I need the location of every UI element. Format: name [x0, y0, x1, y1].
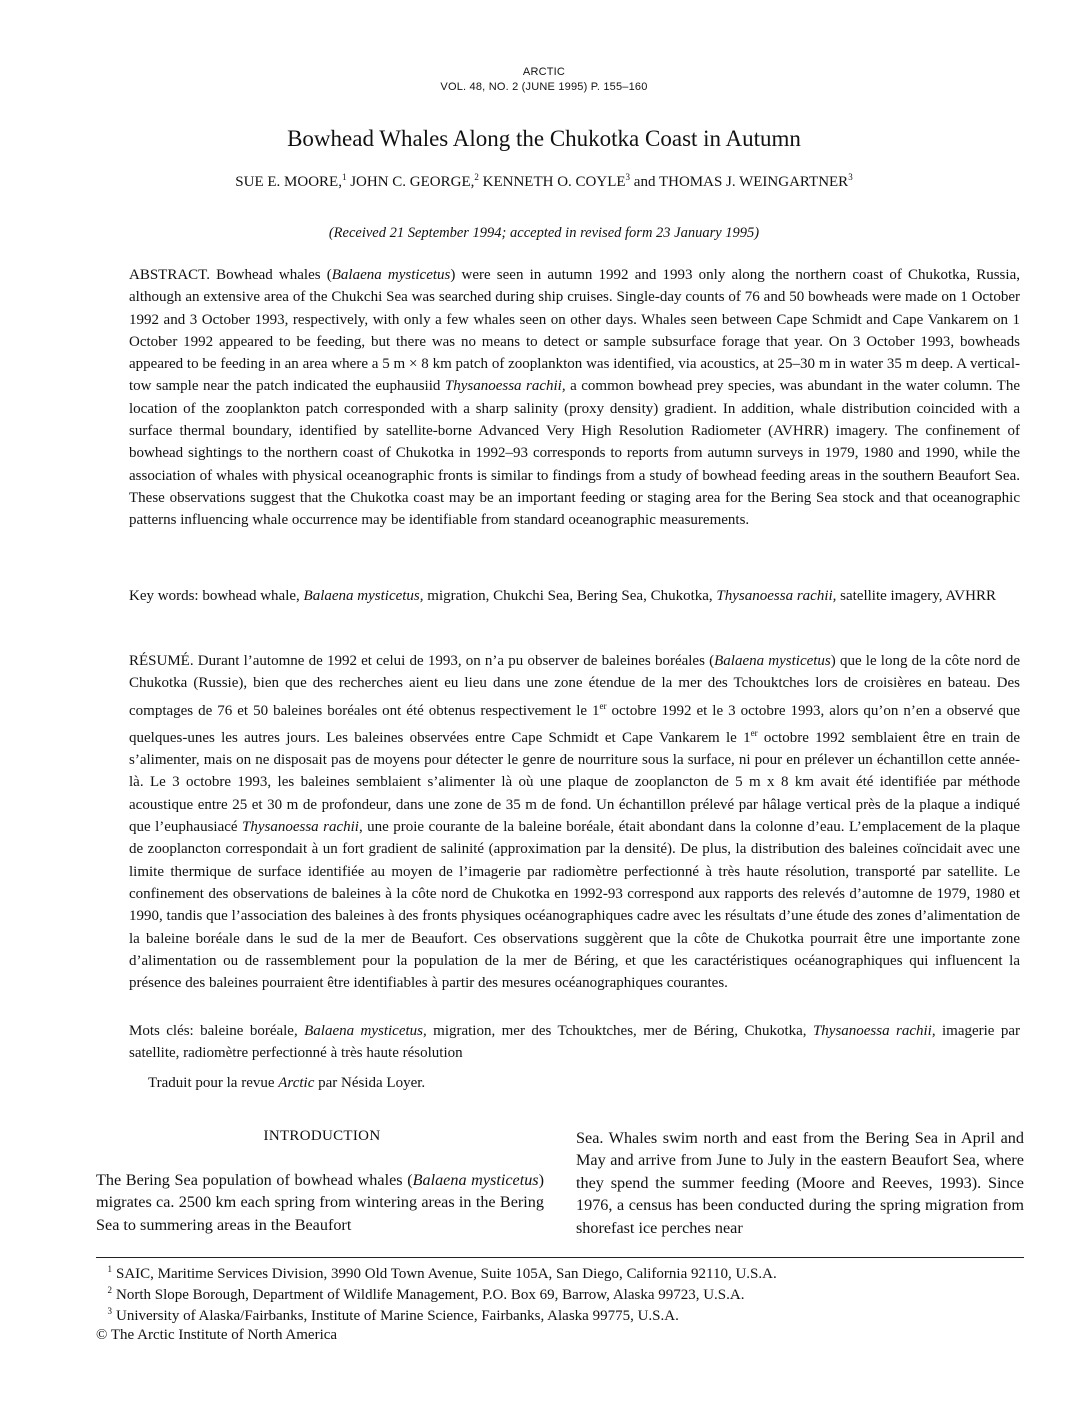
- journal-name-italic: Arctic: [278, 1075, 315, 1091]
- species-name: Thysanoessa rachii: [812, 1023, 932, 1039]
- resume-text: octobre 1992 et le 3 octobre 1993, alors qu’on n’en a observé que quelques-unes les autres jours. Les baleines observées entre Cape Schmidt et Cape Vankarem le 1: [129, 702, 1020, 746]
- affiliation-mark: 3: [625, 172, 631, 182]
- author-name: SUE E. MOORE,: [235, 174, 342, 190]
- footnote-divider: [96, 1257, 1024, 1258]
- footnote-text: SAIC, Maritime Services Division, 3990 Old Town Avenue, Suite 105A, San Diego, California 92110, U.S.A.: [116, 1266, 777, 1282]
- abstract-text: Bowhead whales (: [209, 267, 332, 283]
- resume-text: octobre 1992 semblaient être en train de s’alimenter, mais on ne disposait pas de moyens pour détecter le genre de nourriture sous la surface, ni pour en prélever un échantillon cette année-là. Le 3 octobre 1993, les baleines semblaient s’alimenter là où une plaque de zooplancton de 5 m x 8 km avait été identifiée par méthode acoustique entre 25 et 30 m de profondeur, dans une zone de 35 m de fond. Un échantillon prélevé par hâlage vertical près de la plaque a indiqué que l’euphausiacé: [129, 729, 1020, 836]
- resume-text: ) que le long de la côte nord de Chukotka (Russie), bien que des recherches aient eu lieu dans une zone étendue de la mer des Tchouktches lors de croisières en bateau. Des comptages de 76 et 50 baleines boréales ont été obtenus respectivement le 1: [129, 653, 1020, 719]
- keywords: [129, 585, 1020, 607]
- body-text: The Bering Sea population of bowhead whales (: [96, 1171, 413, 1189]
- species-name: Thysanoessa rachii: [242, 819, 359, 836]
- abstract-text: a common bowhead prey species, was abundant in the water column. The location of the zooplankton patch corresponded with a sharp salinity (proxy density) gradient. In addition, whale distribution coincided with a surface thermal boundary, identified by satellite-borne Advanced Very High Resolution Radiometer (AVHRR) imagery. The confinement of bowhead sightings to the northern coast of Chukotka in 1992–93 corresponds to reports from autumn surveys in 1979, 1980 and 1990, while the association of whales with physical oceanographic fronts is similar to findings from a study of bowhead feeding areas in the southern Beaufort Sea. These observations suggest that the Chukotka coast may be an important feeding or staging area for the Bering Sea stock and that oceanographic patterns influencing whale occurrence may be identifiable from standard oceanographic measurements.: [129, 378, 1020, 529]
- keywords-text: migration, Chukchi Sea, Bering Sea, Chukotka,: [423, 588, 717, 604]
- resume: [129, 650, 1020, 994]
- footnote-number: 1: [107, 1264, 112, 1274]
- species-name: Thysanoessa rachii,: [444, 378, 566, 395]
- author-conjunction: and: [633, 174, 656, 190]
- footnote-number: 3: [107, 1306, 112, 1316]
- abstract-text: ) were seen in autumn 1992 and 1993 only along the northern coast of Chukotka, Russia, although an extensive area of the Chukchi Sea was searched during ship cruises. Single-day counts of 76 and 50 bowheads were made on 1 October 1992 and 3 October 1993, respectively, with only a few whales seen on other days. Whales seen between Cape Schmidt and Cape Vankarem on 1 October 1992 appeared to be feeding, but there was no means to detect or sample subsurface forage that year. On 3 October 1993, bowheads appeared to be feeding in an area where a 5 m × 8 km patch of zooplankton was identified, via acoustics, at 25–30 m in water 35 m deep. A vertical-tow sample near the patch indicated the euphausiid: [129, 267, 1020, 395]
- resume-label: RÉSUMÉ.: [129, 653, 194, 669]
- author-name: JOHN C. GEORGE,: [350, 174, 475, 190]
- species-name: Balaena mysticetus,: [303, 588, 424, 604]
- section-heading-introduction: INTRODUCTION: [263, 1128, 381, 1144]
- translation-text: par Nésida Loyer.: [314, 1075, 426, 1091]
- resume-text: Durant l’automne de 1992 et celui de 1993, on n’a pu observer de baleines boréales (: [193, 653, 715, 669]
- author-name: THOMAS J. WEINGARTNER: [658, 174, 849, 190]
- footnote: [96, 1264, 777, 1283]
- footnote-text: University of Alaska/Fairbanks, Institute of Marine Science, Fairbanks, Alaska 99775, U.S.A.: [116, 1308, 679, 1324]
- footnote: [96, 1306, 679, 1325]
- received-date-line: (Received 21 September 1994; accepted in revised form 23 January 1995): [328, 225, 760, 241]
- author-name: KENNETH O. COYLE: [482, 174, 626, 190]
- article-title: Bowhead Whales Along the Chukotka Coast in Autumn: [287, 126, 801, 151]
- species-name: Thysanoessa rachii,: [716, 588, 837, 604]
- footnote-text: North Slope Borough, Department of Wildlife Management, P.O. Box 69, Barrow, Alaska 99723, U.S.A.: [116, 1287, 745, 1303]
- body-column-right: Sea. Whales swim north and east from the Bering Sea in April and May and arrive from June to July in the eastern Beaufort Sea, where they spend the summer feeding (Moore and Reeves, 1993). Since 1976, a census has been conducted during the spring migration from shorefast ice perches near: [576, 1129, 1024, 1237]
- footnote: [96, 1285, 744, 1304]
- mots-cles-text: Mots clés: baleine boréale,: [129, 1023, 305, 1039]
- affiliation-mark: 3: [848, 172, 853, 182]
- affiliation-mark: 2: [474, 172, 479, 182]
- ordinal-suffix: er: [599, 700, 607, 711]
- journal-volume-line: VOL. 48, NO. 2 (JUNE 1995) P. 155–160: [440, 81, 648, 93]
- species-name: Balaena mysticetus: [714, 653, 831, 669]
- abstract-label: ABSTRACT.: [129, 267, 210, 283]
- mots-cles: [129, 1020, 1020, 1065]
- journal-name: ARCTIC: [522, 66, 566, 78]
- mots-cles-text: , imagerie par satellite, radiomètre perfectionné à très haute résolution: [129, 1023, 1021, 1062]
- footnote-number: 2: [107, 1285, 112, 1295]
- author-list: [0, 172, 1088, 191]
- abstract: [129, 264, 1020, 532]
- copyright-notice: © The Arctic Institute of North America: [96, 1327, 338, 1343]
- body-column-left: [96, 1169, 544, 1236]
- species-name: Balaena mysticetus: [331, 267, 451, 283]
- species-name: Balaena mysticetus: [412, 1171, 539, 1189]
- mots-cles-text: , migration, mer des Tchouktches, mer de Béring, Chukotka,: [423, 1023, 813, 1039]
- species-name: Balaena mysticetus: [304, 1023, 423, 1039]
- translation-credit: [148, 1075, 425, 1092]
- keywords-text: satellite imagery, AVHRR: [836, 588, 996, 604]
- ordinal-suffix: er: [750, 727, 758, 738]
- resume-text: , une proie courante de la baleine boréale, était abondant dans la colonne d’eau. L’emplacement de la plaque de zooplancton correspondait à un fort gradient de salinité (approximation par la densité). De plus, la distribution des baleines coïncidait avec une limite thermique de surface identifiée au moyen de l’imagerie par radiomètre perfectionné à très haute résolution, transporté par satellite. Le confinement des observations de baleines à la côte nord de Chukotka en 1992-93 correspond aux rapports des relevés d’automne de 1979, 1980 et 1990, tandis que l’association des baleines à des fronts physiques océanographiques cadre avec les résultats d’une étude des zones d’alimentation de la baleine boréale dans le sud de la mer de Beaufort. Ces observations suggèrent que la côte de Chukotka pourrait être une importante zone d’alimentation ou de rassemblement pour la population de la mer de Béring, et que les caractéristiques océanographiques qui influencent la présence des baleines pourraient être identifiables à partir des mesures océanographiques courantes.: [129, 819, 1020, 992]
- keywords-text: Key words: bowhead whale,: [129, 588, 304, 604]
- translation-text: Traduit pour la revue: [148, 1075, 279, 1091]
- affiliation-mark: 1: [341, 172, 347, 182]
- body-text: ) migrates ca. 2500 km each spring from wintering areas in the Bering Sea to summering areas in the Beaufort: [96, 1171, 544, 1234]
